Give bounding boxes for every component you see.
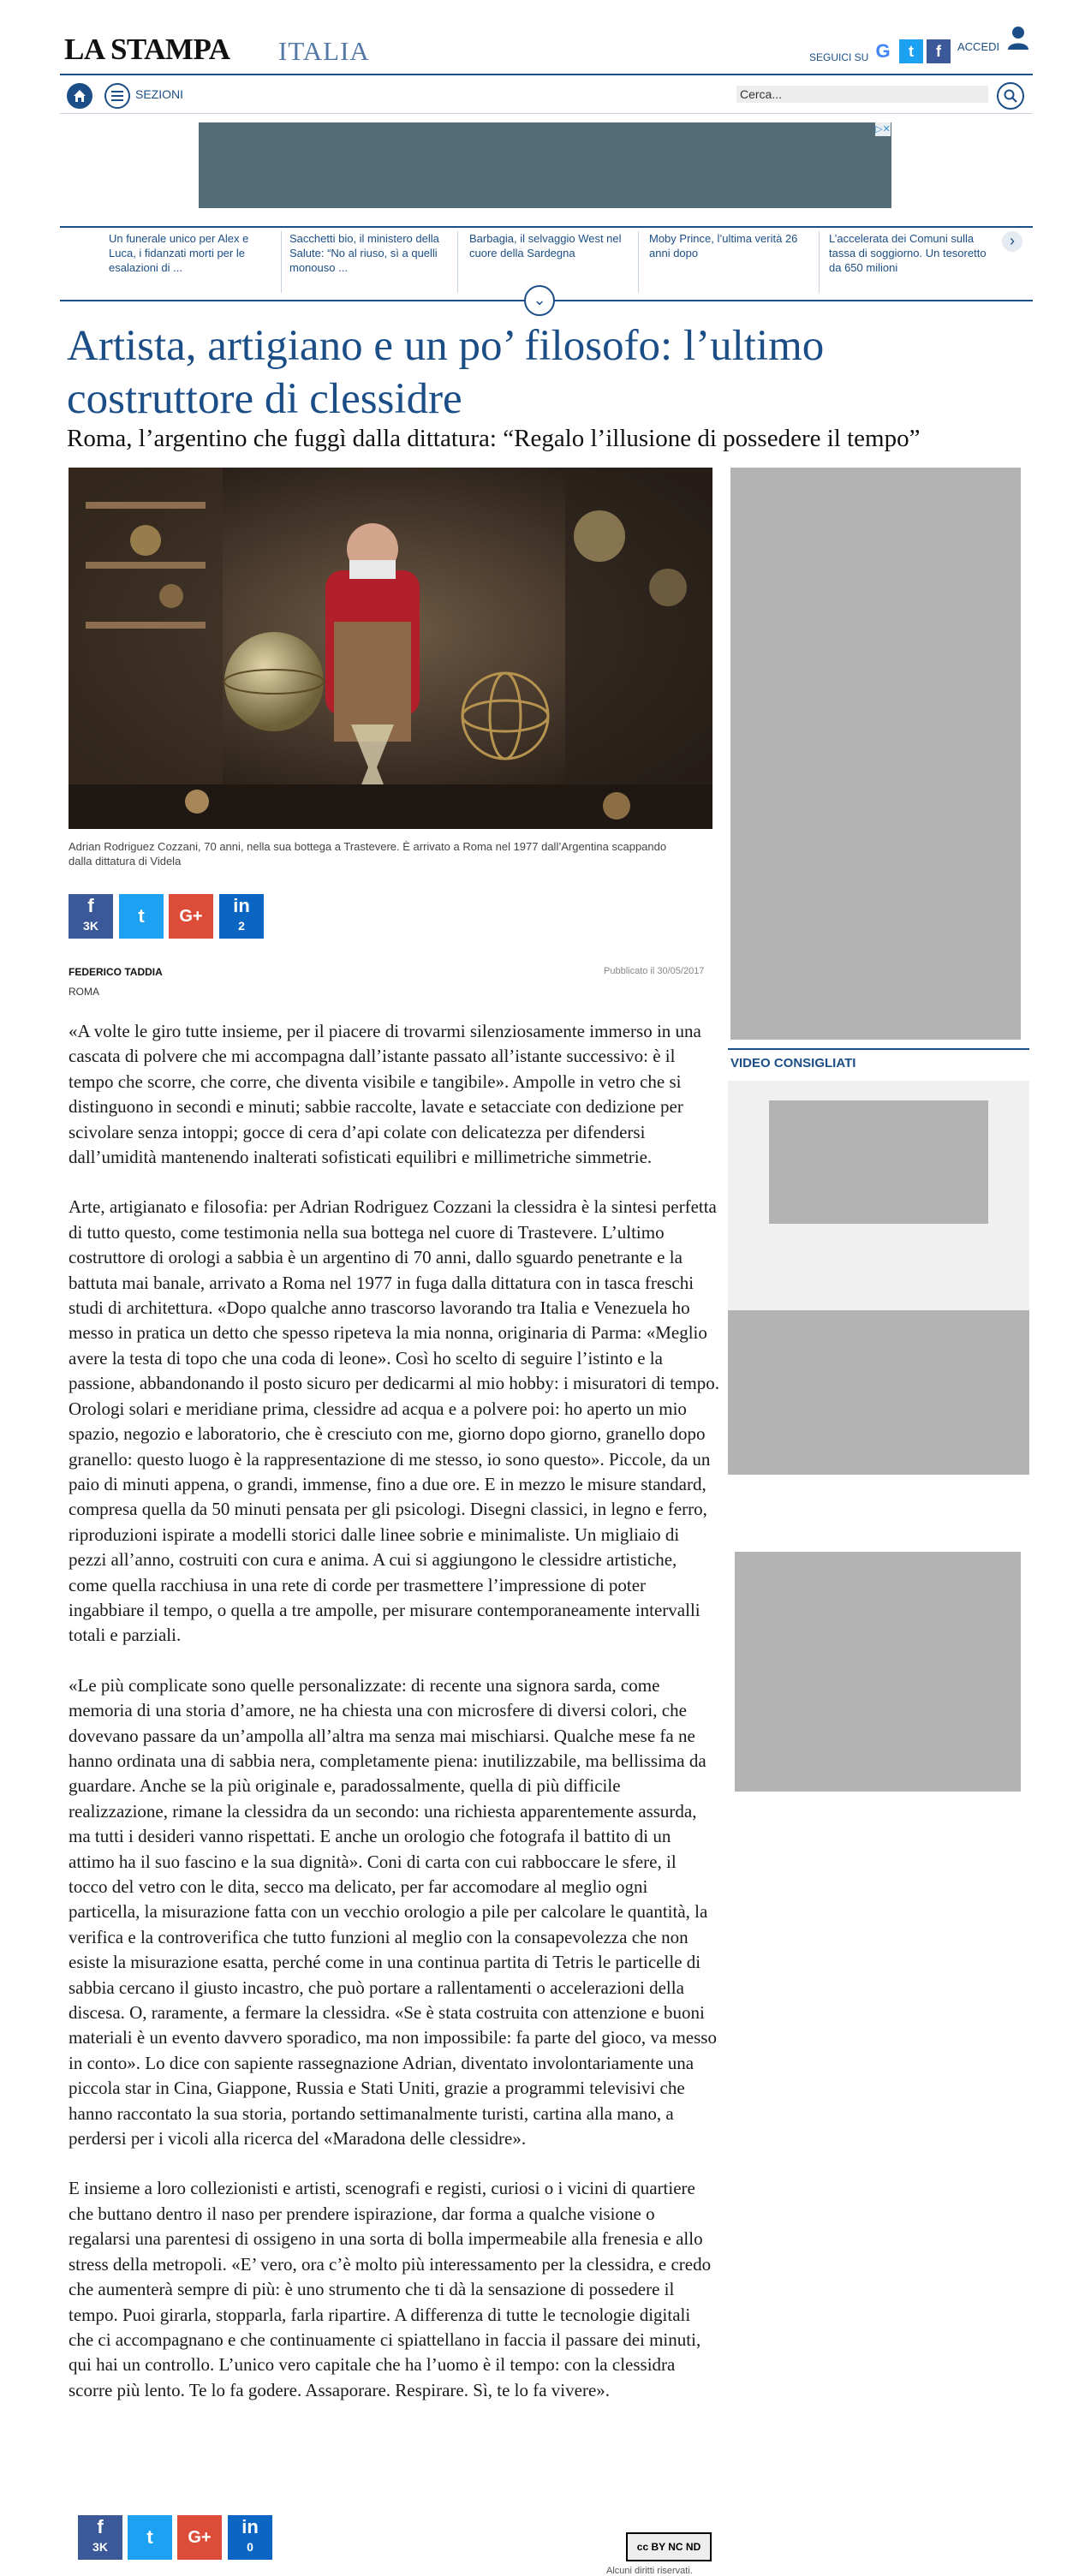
facebook-share-button[interactable] [78, 2515, 122, 2560]
publish-date: Pubblicato il 30/05/2017 [604, 966, 705, 976]
dateline-city: ROMA [69, 986, 99, 998]
linkedin-share-button[interactable] [228, 2515, 272, 2560]
googleplus-share-button[interactable] [169, 894, 213, 939]
facebook-share-count: 3K [83, 919, 98, 933]
article-paragraph: «A volte le giro tutte insieme, per il piacere di trovarmi silenziosamente immerso in una cascata di polvere che mi accompagna dall’istante passato all’istante successivo: è il tempo che scorre, che corre, che diventa visibile e tangibile». Ampolle in vetro che si distinguono in secondi e minuti; sabbie raccolte, lavate e setacciate con dedizione per scivolare senza intoppi; gocce di cera d’api colate con delicatezza per difendersi dall’umidità mantenendo inalterati sofisticati equilibri e millimetriche simmetrie. [69, 1021, 701, 1168]
related-separator [457, 231, 458, 293]
chevron-down-icon[interactable]: ⌄ [524, 285, 555, 316]
rights-notice: Alcuni diritti riservati. [606, 2566, 693, 2576]
linkedin-icon: in [233, 895, 250, 916]
creative-commons-badge[interactable]: cc BY NC ND [626, 2532, 712, 2561]
author-name[interactable]: FEDERICO TADDIA [69, 966, 163, 978]
home-icon[interactable] [67, 83, 92, 109]
video-section-title: VIDEO CONSIGLIATI [730, 1056, 856, 1070]
video-section-rule [728, 1048, 1029, 1050]
facebook-share-count: 3K [92, 2540, 108, 2554]
article-body [69, 1019, 719, 2428]
twitter-icon: t [146, 2526, 153, 2548]
linkedin-share-button[interactable] [219, 894, 264, 939]
linkedin-share-count: 0 [247, 2540, 253, 2554]
follow-label: SEGUICI SU [809, 51, 869, 63]
photo-caption: Adrian Rodriguez Cozzani, 70 anni, nella sua bottega a Trastevere. È arrivato a Roma nel 1977 dall’Argentina scappando dalla dittatura di Videla [69, 840, 667, 868]
related-item[interactable]: Barbagia, il selvaggio West nel cuore della Sardegna [469, 232, 622, 259]
site-logo[interactable]: LA STAMPA [64, 33, 230, 66]
header-divider [60, 74, 1033, 75]
googleplus-icon: G+ [179, 907, 203, 926]
section-logo[interactable]: ITALIA [278, 36, 370, 66]
article-subtitle: Roma, l’argentino che fuggì dalla dittatura: “Regalo l’illusione di possedere il tempo” [67, 425, 921, 452]
twitter-share-button[interactable] [119, 894, 164, 939]
article-title: Artista, artigiano e un po’ filosofo: l’ultimo costruttore di clessidre [67, 322, 825, 423]
article-paragraph: «Le più complicate sono quelle personalizzate: di recente una signora sarda, come memoria di una storia d’amore, ne ha chiesta una con microsfere di diversi colori, che dovevano passare da un’ampolla all’altra ma senza mai mischiarsi. Qualche mese fa ne hanno ordinata una di sabbia nera, completamente piena: inutilizzabile, ma bellissima da guardare. Anche se la più originale e, paradossalmente, quella di più difficile realizzazione, rimane la clessidra da un secondo: una richiesta apparentemente assurda, ma tutti i desideri vanno rispettati. E anche un orologio che fotografa il battito di un attimo ha il suo fascino e la sua dignità». Coni di carta con cui rabboccare le sfere, il tocco del vetro con le dita, secco ma delicato, per far accomodare al meglio ogni particella, la misurazione fatta con un vecchio orologio a pile per calcolare le quantità, la verifica e la controverifica che tutto funzioni al meglio con la consapevolezza che non esiste la misurazione esatta, perché come in una continua partita di Tetris le particelle di sabbia cercano il giusto incastro, che può portare a rallentamenti o accelerazioni della discesa. O, raramente, a fermare la clessidra. «Se è stata costruita con attenzione e buoni materiali è un evento davvero sporadico, ma non impossibile: fa parte del gioco, va messo in conto». Lo dice con sapiente rassegnazione Adrian, diventato involontariamente una piccola star in Cina, Giappone, Russia e Stati Uniti, grazie a programmi televisivi che hanno raccontato la sua storia, portando settimanalmente turisti, cartina alla mano, a perdersi per i vicoli alla ricerca del «Maradona delle clessidre». [69, 1674, 717, 2150]
facebook-icon: f [97, 2516, 104, 2537]
sidebar-ad-slot[interactable] [728, 1310, 1029, 1475]
related-separator [281, 231, 282, 293]
sidebar-ad-slot[interactable] [730, 468, 1021, 1040]
twitter-share-button[interactable] [128, 2515, 172, 2560]
ad-banner[interactable] [199, 122, 891, 208]
sections-menu[interactable]: SEZIONI [135, 87, 184, 101]
googleplus-icon: G+ [188, 2528, 212, 2547]
chevron-right-icon[interactable]: › [1002, 231, 1022, 252]
googleplus-share-button[interactable] [177, 2515, 222, 2560]
article-photo[interactable] [69, 468, 712, 829]
related-strip-top-rule [60, 226, 1033, 228]
linkedin-share-count: 2 [238, 919, 245, 933]
user-icon[interactable] [1007, 26, 1029, 50]
facebook-icon[interactable]: f [927, 39, 951, 63]
facebook-share-button[interactable] [69, 894, 113, 939]
login-link[interactable]: ACCEDI [957, 40, 1000, 53]
related-separator [638, 231, 639, 293]
article-paragraph: E insieme a loro collezionisti e artisti, scenografi e registi, curiosi o i vicini di quartiere che buttano dentro il naso per prendere ispirazione, dar forma a qualche visione o regalarsi una parentesi di ossigeno in una sorta di bolla impermeabile alla frenesia e allo stress della metropoli. «E’ vero, ora c’è molto più interessamento per la clessidra, e credo che aumenterà sempre di più: è uno strumento che ti dà la sensazione di possedere il tempo. Puoi girarla, stopparla, farla ripartire. A differenza di tutte le tecnologie digitali che ci accompagnano e che continuamente ci spiattellano in faccia il passare dei minuti, qui hai un controllo. L’unico vero capitale che ha l’uomo è il tempo: con la clessidra scorre più lento. Te lo fa godere. Assaporare. Respirare. Sì, te lo fa vivere». [69, 2178, 712, 2400]
related-item[interactable]: L’accelerata dei Comuni sulla tassa di soggiorno. Un tesoretto da 650 milioni [829, 232, 987, 274]
related-item[interactable]: Moby Prince, l’ultima verità 26 anni dopo [649, 232, 798, 259]
search-icon[interactable] [997, 82, 1024, 110]
article-paragraph: Arte, artigianato e filosofia: per Adrian Rodriguez Cozzani la clessidra è la sintesi perfetta di tutto questo, come testimonia nella sua bottega nel cuore di Trastevere. L’ultimo costruttore di orologi a sabbia è un argentino di 70 anni, dallo sguardo penetrante e la battuta mai banale, arrivato a Roma nel 1977 in fuga dalla dittatura con in tasca freschi studi di architettura. «Dopo qualche anno trascorso lavorando tra Italia e Venezuela ho messo in pratica un detto che spesso ripeteva la mia nonna, originaria di Parma: «Meglio avere la testa di topo che una coda di leone». Così ho scelto di seguire l’istinto e la passione, abbandonando il posto sicuro per dedicarmi al mio hobby: i misuratori di tempo. Orologi solari e meridiane prima, clessidre ad acqua e a polvere poi: ho aperto un mio spazio, negozio e laboratorio, che è cresciuto con me, giorno dopo giorno, granello dopo granello: questo luogo è la rappresentazione di me stesso, io sono questo». Piccole, da un paio di minuti appena, o grandi, immense, fino a due ore. E in mezzo le misure standard, compresa quella da 50 minuti pensata per gli psicologi. Disegni classici, in legno e ferro, riproduzioni ispirate a modelli storici dalle linee sobrie e minimaliste. Un migliaio di pezzi all’anno, costruiti con cura e anima. A cui si aggiungono le clessidre artistiche, come quella racchiusa in una rete di corde per trasmettere l’impressione di poter ingabbiare il tempo, o quella a tre ampolle, per misurare contemporaneamente intervalli totali e parziali. [69, 1196, 719, 1646]
google-icon[interactable]: G [871, 39, 895, 63]
related-item[interactable]: Sacchetti bio, il ministero della Salute: “No al riuso, sì a quelli monouso ... [289, 232, 439, 274]
related-item[interactable]: Un funerale unico per Alex e Luca, i fidanzati morti per le esalazioni di ... [109, 232, 249, 274]
sidebar-ad-slot[interactable] [735, 1552, 1021, 1792]
ad-close-icon[interactable]: ▷✕ [875, 124, 891, 134]
facebook-icon: f [87, 895, 94, 916]
related-separator [819, 231, 820, 293]
twitter-icon: t [138, 905, 145, 927]
twitter-icon[interactable]: t [899, 39, 923, 63]
linkedin-icon: in [241, 2516, 259, 2537]
menu-icon[interactable] [104, 83, 130, 109]
nav-divider [60, 113, 1033, 114]
search-input[interactable]: Cerca... [736, 86, 988, 103]
video-thumbnail[interactable] [769, 1100, 988, 1224]
